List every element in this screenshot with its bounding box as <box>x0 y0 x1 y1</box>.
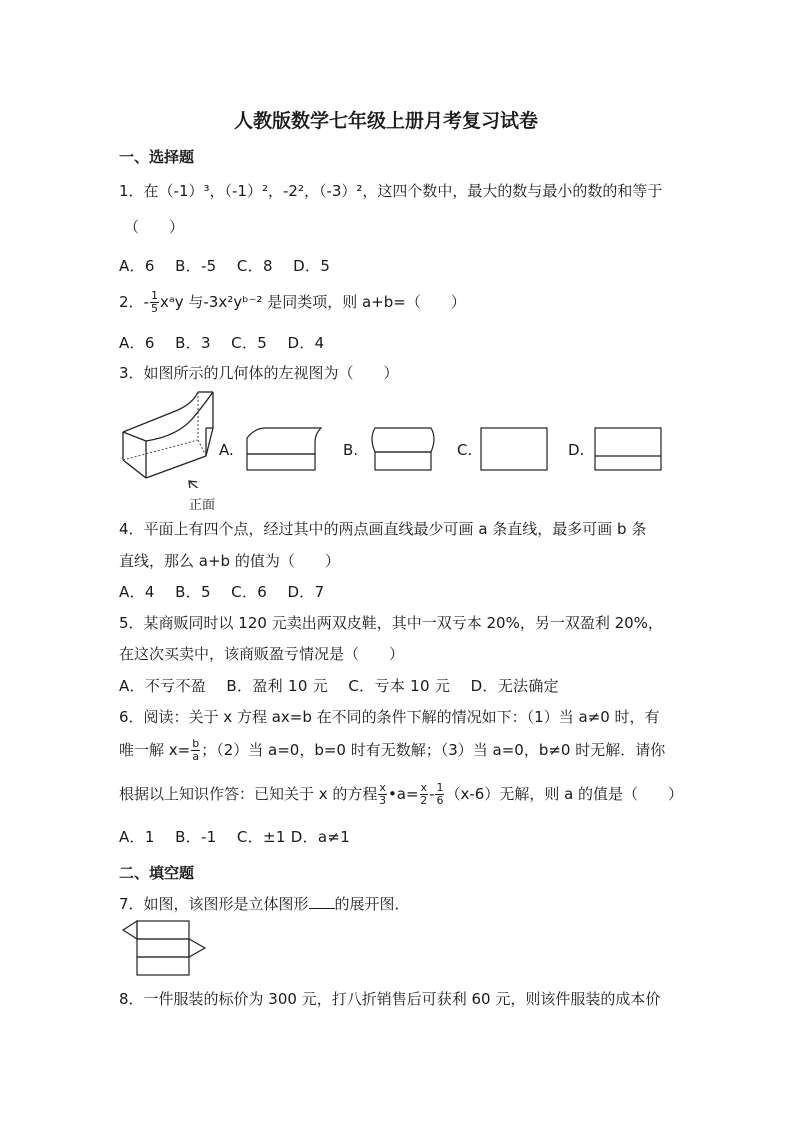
fraction-denominator: 3 <box>379 794 387 807</box>
question-6-options: A．1 B．-1 C．±1 D．a≠1 <box>119 828 351 846</box>
option-a-label: A. <box>219 441 234 459</box>
option-c-label: C. <box>457 441 473 459</box>
fraction-denominator: 6 <box>436 794 444 807</box>
question-6-line-3-suffix: （x-6）无解，则 a 的值是（ ） <box>445 785 684 803</box>
front-view-label: 正面 <box>189 498 216 513</box>
question-1-line-2: （ ） <box>124 218 185 236</box>
question-2-rest: xᵃy 与-3x²yᵇ⁻² 是同类项，则 a+b=（ ） <box>159 293 466 311</box>
option-a-figure <box>243 424 325 474</box>
question-4-line-1: 4．平面上有四个点，经过其中的两点画直线最少可画 a 条直线，最多可画 b 条 <box>119 520 647 538</box>
question-1-options: A．6 B．-5 C．8 D．5 <box>119 257 331 275</box>
question-4-line-2: 直线，那么 a+b 的值为（ ） <box>119 552 340 570</box>
minus-sign: - <box>429 785 435 803</box>
option-d-label: D. <box>568 441 585 459</box>
fraction-b-over-a <box>191 738 200 763</box>
fraction-denominator: 2 <box>420 794 428 807</box>
question-7-suffix: 的展开图． <box>334 895 410 913</box>
question-5-line-1: 5．某商贩同时以 120 元卖出两双皮鞋，其中一双亏本 20%，另一双盈利 20%， <box>119 614 663 632</box>
question-2-options: A．6 B．3 C．5 D．4 <box>119 334 325 352</box>
question-6-line-3-prefix: 根据以上知识作答：已知关于 x 的方程 <box>119 785 378 803</box>
question-5-line-2: 在这次买卖中，该商贩盈亏情况是（ ） <box>119 645 405 663</box>
option-b-figure <box>367 424 439 474</box>
fraction-numerator: 1 <box>150 289 158 302</box>
question-3-text: 3．如图所示的几何体的左视图为（ ） <box>119 364 399 382</box>
question-6-line-3-mid: •a= <box>387 785 419 803</box>
solid-figure <box>118 388 218 488</box>
fraction-x-over-2 <box>420 782 429 807</box>
fraction-numerator: b <box>192 737 200 750</box>
fraction-one-sixth <box>435 782 444 807</box>
question-6-line-1: 6．阅读：关于 x 方程 ax=b 在不同的条件下解的情况如下：（1）当 a≠0 时，有 <box>119 708 660 726</box>
question-8-line-1: 8．一件服装的标价为 300 元，打八折销售后可获利 60 元，则该件服装的成本价 <box>119 990 661 1008</box>
fraction-one-fifth <box>150 290 159 315</box>
answer-blank[interactable] <box>309 894 335 909</box>
prism-net-figure <box>120 917 210 979</box>
fraction-denominator: a <box>192 750 200 763</box>
question-2-prefix: 2．- <box>119 293 149 311</box>
question-6-line-2-suffix: ；（2）当 a=0，b=0 时有无数解；（3）当 a=0，b≠0 时无解．请你 <box>201 741 666 759</box>
question-5-options: A．不亏不盈 B．盈利 10 元 C．亏本 10 元 D．无法确定 <box>119 677 559 695</box>
option-b-label: B. <box>343 441 359 459</box>
fraction-x-over-3 <box>378 782 387 807</box>
question-6-line-2 <box>119 738 665 763</box>
question-2-text <box>119 290 466 315</box>
fraction-denominator: 5 <box>150 302 158 315</box>
question-4-options: A．4 B．5 C．6 D．7 <box>119 583 325 601</box>
section-heading-fill-in: 二、填空题 <box>119 864 195 882</box>
question-1-line-1: 1．在（-1）³，（-1）²，-2²，（-3）²，这四个数中，最大的数与最小的数的和等于 <box>119 182 663 200</box>
question-7-text <box>119 893 410 914</box>
section-heading-choice: 一、选择题 <box>119 148 195 166</box>
question-6-line-2-prefix: 唯一解 x= <box>119 741 191 759</box>
page-title: 人教版数学七年级上册月考复习试卷 <box>234 110 539 132</box>
question-7-prefix: 7．如图，该图形是立体图形 <box>119 895 309 913</box>
fraction-numerator: 1 <box>436 781 444 794</box>
fraction-numerator: x <box>420 781 428 794</box>
question-6-line-3 <box>119 782 683 807</box>
option-d-figure <box>592 426 664 472</box>
option-c-figure <box>478 426 550 472</box>
fraction-numerator: x <box>379 781 386 794</box>
